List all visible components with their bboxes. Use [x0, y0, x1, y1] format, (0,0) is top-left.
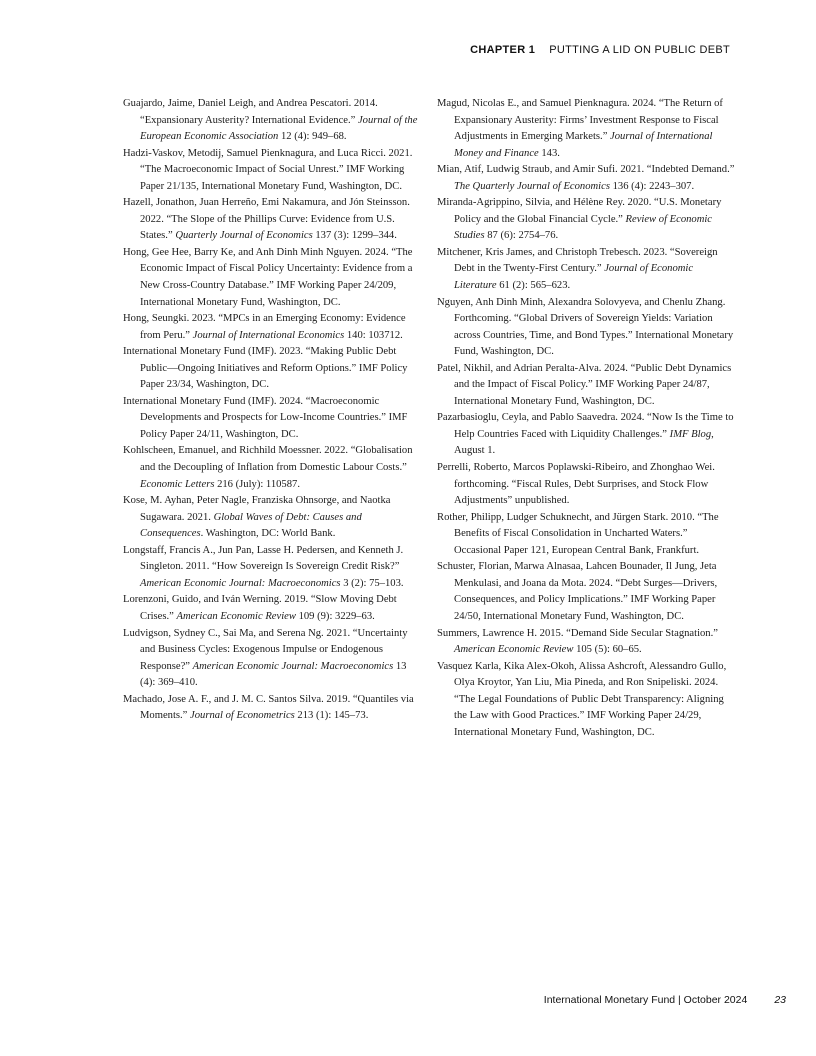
- footer-publisher-line: International Monetary Fund | October 2024: [543, 994, 748, 1006]
- reference-entry: Kose, M. Ayhan, Peter Nagle, Franziska Ohnsorge, and Naotka Sugawara. 2021. Global Waves of Debt: Causes and Consequences. Washington, DC: World Bank.: [123, 495, 391, 540]
- reference-entry: Vasquez Karla, Kika Alex-Okoh, Alissa Ashcroft, Alessandro Gullo, Olya Kroytor, Yan Liu, Mia Pineda, and Ron Snipeliski. 2024. “The Legal Foundations of Public Debt Transparency: Aligning the Law with Good Practices.” IMF Working Paper 24/29, International Monetary Fund, Washington, DC.: [437, 660, 727, 738]
- reference-entry: International Monetary Fund (IMF). 2024. “Macroeconomic Developments and Prospects for Low-Income Countries.” IMF Policy Paper 24/11, Washington, DC.: [123, 395, 408, 440]
- chapter-title: PUTTING A LID ON PUBLIC DEBT: [549, 44, 730, 56]
- reference-entry: Longstaff, Francis A., Jun Pan, Lasse H. Pedersen, and Kenneth J. Singleton. 2011. “How Sovereign Is Sovereign Credit Risk?” American Economic Journal: Macroeconomics 3 (2): 75–103.: [123, 544, 404, 589]
- reference-entry: Machado, Jose A. F., and J. M. C. Santos Silva. 2019. “Quantiles via Moments.” Journal of Econometrics 213 (1): 145–73.: [123, 693, 414, 722]
- reference-entry: Mitchener, Kris James, and Christoph Trebesch. 2023. “Sovereign Debt in the Twenty-First Century.” Journal of Economic Literature 61 (2): 565–623.: [437, 246, 718, 292]
- chapter-label: CHAPTER 1: [470, 44, 536, 56]
- reference-entry: Perrelli, Roberto, Marcos Poplawski-Ribeiro, and Zhonghao Wei. forthcoming. “Fiscal Rules, Debt Surprises, and Stock Flow Adjustments” unpublished.: [437, 462, 715, 507]
- reference-entry: Ludvigson, Sydney C., Sai Ma, and Serena Ng. 2021. “Uncertainty and Business Cycles: Exogenous Impulse or Endogenous Response?” American Economic Journal: Macroeconomics 13 (4): 369–410.: [123, 627, 408, 689]
- reference-entry: Kohlscheen, Emanuel, and Richhild Moessner. 2022. “Globalisation and the Decoupling of Inflation from Domestic Labour Costs.” Economic Letters 216 (July): 110587.: [123, 445, 413, 490]
- references-column-left: [123, 96, 423, 741]
- reference-entry: Guajardo, Jaime, Daniel Leigh, and Andrea Pescatori. 2014. “Expansionary Austerity? International Evidence.” Journal of the European Economic Association 12 (4): 949–68.: [123, 98, 418, 143]
- reference-entry: Hong, Gee Hee, Barry Ke, and Anh Dinh Minh Nguyen. 2024. “The Economic Impact of Fiscal Policy Uncertainty: Evidence from a New Cross-Country Database.” IMF Working Paper 24/209, International Monetary Fund, Washington, DC.: [123, 246, 413, 308]
- reference-entry: Magud, Nicolas E., and Samuel Pienknagura. 2024. “The Return of Expansionary Austerity: Firms’ Investment Response to Fiscal Adjustments in Emerging Markets.” Journal of International Money and Finance 143.: [437, 98, 723, 159]
- reference-entry: Rother, Philipp, Ludger Schuknecht, and Jürgen Stark. 2010. “The Benefits of Fiscal Consolidation in Uncharted Waters.” Occasional Paper 121, European Central Bank, Frankfurt.: [437, 511, 719, 556]
- running-head: [470, 44, 730, 56]
- reference-entry: Hadzi-Vaskov, Metodij, Samuel Pienknagura, and Luca Ricci. 2021. “The Macroeconomic Impact of Social Unrest.” IMF Working Paper 21/135, International Monetary Fund, Washington, DC.: [123, 147, 413, 192]
- reference-entry: Nguyen, Anh Dinh Minh, Alexandra Solovyeva, and Chenlu Zhang. Forthcoming. “Global Drivers of Sovereign Yields: Variation across Countries, Time, and Bond Types.” International Monetary Fund, Washington, DC.: [437, 296, 734, 358]
- reference-entry: Miranda-Agrippino, Silvia, and Hélène Rey. 2020. “U.S. Monetary Policy and the Global Financial Cycle.” Review of Economic Studies 87 (6): 2754–76.: [437, 197, 722, 242]
- reference-entry: Patel, Nikhil, and Adrian Peralta-Alva. 2024. “Public Debt Dynamics and the Impact of Fiscal Policy.” IMF Working Paper 24/87, International Monetary Fund, Washington, DC.: [437, 362, 732, 407]
- page-footer: [544, 994, 786, 1006]
- page-number: 23: [774, 994, 786, 1006]
- reference-entry: Mian, Atif, Ludwig Straub, and Amir Sufi. 2021. “Indebted Demand.” The Quarterly Journal of Economics 136 (4): 2243–307.: [437, 164, 735, 192]
- reference-entry: Pazarbasioglu, Ceyla, and Pablo Saavedra. 2024. “Now Is the Time to Help Countries Faced with Liquidity Challenges.” IMF Blog, August 1.: [437, 412, 734, 457]
- reference-entry: Summers, Lawrence H. 2015. “Demand Side Secular Stagnation.” American Economic Review 105 (5): 60–65.: [437, 627, 718, 656]
- reference-entry: International Monetary Fund (IMF). 2023. “Making Public Debt Public—Ongoing Initiatives and Reform Options.” IMF Policy Paper 23/34, Washington, DC.: [123, 346, 408, 391]
- reference-entry: Hong, Seungki. 2023. “MPCs in an Emerging Economy: Evidence from Peru.” Journal of International Economics 140: 103712.: [123, 313, 406, 341]
- references-column-right: [437, 96, 737, 741]
- reference-entry: Hazell, Jonathon, Juan Herreño, Emi Nakamura, and Jón Steinsson. 2022. “The Slope of the Phillips Curve: Evidence from U.S. States.” Quarterly Journal of Economics 137 (3): 1299–344.: [123, 197, 410, 242]
- reference-entry: Schuster, Florian, Marwa Alnasaa, Lahcen Bounader, Il Jung, Jeta Menkulasi, and Joana da Mota. 2024. “Debt Surges—Drivers, Consequences, and Policy Implications.” IMF Working Paper 24/50, International Monetary Fund, Washington, DC.: [437, 561, 718, 622]
- references-section: [123, 96, 737, 741]
- reference-entry: Lorenzoni, Guido, and Iván Werning. 2019. “Slow Moving Debt Crises.” American Economic Review 109 (9): 3229–63.: [123, 594, 397, 622]
